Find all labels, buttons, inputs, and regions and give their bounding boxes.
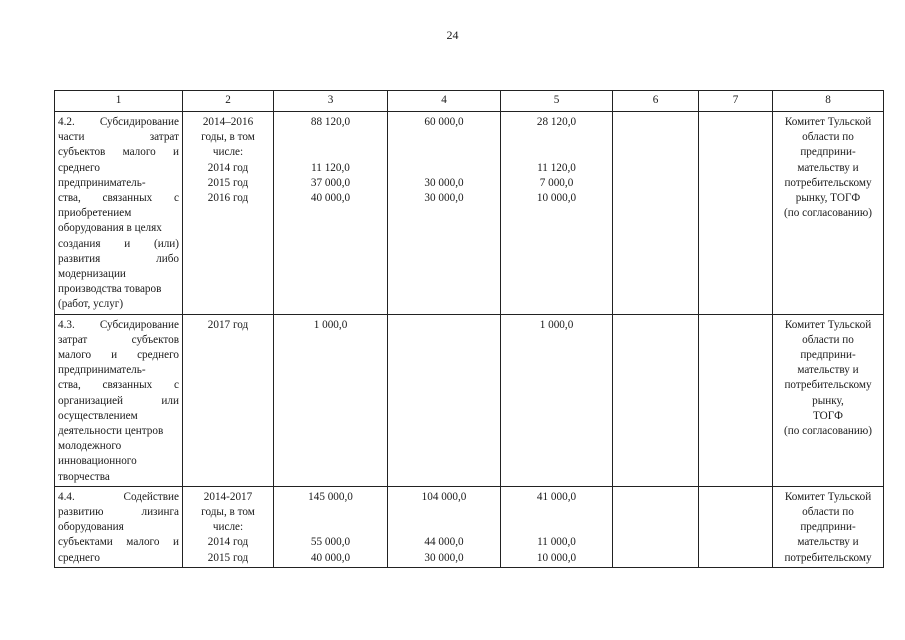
value-line: 104 000,0 bbox=[421, 490, 467, 503]
text-line: 4.4. Содействие bbox=[58, 490, 179, 503]
header-cell-7: 7 bbox=[699, 91, 773, 112]
value-line: 40 000,0 bbox=[310, 192, 351, 205]
text-line: годы, в том bbox=[201, 506, 255, 519]
empty-cell-6 bbox=[613, 314, 699, 486]
period-cell bbox=[183, 112, 274, 315]
amount-federal-cell bbox=[388, 112, 501, 315]
text-line: модернизации bbox=[58, 268, 126, 281]
amount-federal-cell bbox=[388, 314, 501, 486]
text-line: молодежного bbox=[58, 440, 122, 453]
text-line: организацией или bbox=[58, 394, 179, 407]
value-line: 41 000,0 bbox=[536, 490, 577, 503]
measure-name-cell bbox=[55, 486, 183, 567]
text-line: затрат субъектов bbox=[58, 333, 179, 346]
header-cell-2: 2 bbox=[183, 91, 274, 112]
text-line: Комитет Тульской bbox=[784, 318, 872, 331]
text-line: 2014 год bbox=[207, 536, 249, 549]
text-line: субъектов малого и bbox=[58, 146, 179, 159]
text-line: потребительскому bbox=[784, 176, 872, 189]
text-line: ства, связанных с bbox=[58, 379, 179, 392]
text-line: мательству и bbox=[797, 364, 859, 377]
text-line: 2014–2016 bbox=[202, 116, 254, 128]
value-line bbox=[391, 130, 497, 145]
header-cell-1: 1 bbox=[55, 91, 183, 112]
value-line: 1 000,0 bbox=[539, 318, 574, 331]
page-number: 24 bbox=[446, 28, 459, 42]
empty-cell-7 bbox=[699, 112, 773, 315]
text-line: рынку, ТОГФ bbox=[795, 192, 861, 205]
amount-federal-cell bbox=[388, 486, 501, 567]
amount-total-cell bbox=[274, 486, 388, 567]
amount-regional-cell bbox=[501, 486, 613, 567]
value-line: 30 000,0 bbox=[424, 176, 464, 189]
text-line: (по согласованию) bbox=[784, 425, 872, 438]
value-line bbox=[277, 505, 384, 520]
amount-total-cell bbox=[274, 314, 388, 486]
text-line: малого и среднего bbox=[58, 349, 179, 362]
value-line: 37 000,0 bbox=[310, 176, 351, 189]
empty-cell-7 bbox=[699, 486, 773, 567]
text-line: Комитет Тульской bbox=[784, 116, 872, 128]
text-line: предприниматель- bbox=[58, 176, 146, 189]
text-line: 2015 год bbox=[207, 176, 249, 189]
value-line bbox=[504, 130, 609, 145]
value-line bbox=[504, 145, 609, 160]
text-line: 2014 год bbox=[207, 161, 249, 174]
text-line: области по bbox=[802, 506, 854, 519]
measure-name-cell bbox=[55, 314, 183, 486]
value-line: 40 000,0 bbox=[310, 551, 351, 564]
value-line: 10 000,0 bbox=[536, 192, 577, 205]
text-line: деятельности центров bbox=[58, 425, 164, 438]
text-line: 4.2. Субсидирование bbox=[58, 116, 179, 128]
text-line: приобретением bbox=[58, 207, 132, 220]
value-line: 44 000,0 bbox=[424, 536, 464, 549]
value-line bbox=[277, 145, 384, 160]
header-row bbox=[55, 91, 884, 112]
value-line: 145 000,0 bbox=[308, 490, 353, 503]
text-line: рынку, bbox=[812, 394, 844, 407]
value-line bbox=[391, 161, 497, 176]
period-cell bbox=[183, 486, 274, 567]
table-row bbox=[55, 314, 884, 486]
text-line: части затрат bbox=[58, 131, 179, 144]
text-line: потребительскому bbox=[784, 551, 872, 564]
value-line: 10 000,0 bbox=[536, 551, 577, 564]
text-line: годы, в том bbox=[201, 131, 255, 144]
value-line: 30 000,0 bbox=[424, 551, 464, 564]
text-line: субъектами малого и bbox=[58, 536, 179, 549]
text-line: области по bbox=[802, 333, 854, 346]
text-line: ТОГФ bbox=[812, 409, 844, 422]
text-line: мательству и bbox=[797, 536, 859, 549]
text-line: предприниматель- bbox=[58, 364, 146, 377]
table-row bbox=[55, 112, 884, 315]
text-line: мательству и bbox=[797, 161, 859, 174]
value-line: 11 120,0 bbox=[537, 161, 576, 174]
text-line: 4.3. Субсидирование bbox=[58, 318, 179, 331]
amount-regional-cell bbox=[501, 314, 613, 486]
text-line: осуществлением bbox=[58, 409, 138, 422]
header-cell-6: 6 bbox=[613, 91, 699, 112]
period-cell bbox=[183, 314, 274, 486]
text-line: производства товаров bbox=[58, 283, 162, 296]
header-cell-3: 3 bbox=[274, 91, 388, 112]
text-line: области по bbox=[802, 131, 854, 144]
measure-name-cell bbox=[55, 112, 183, 315]
value-line bbox=[277, 520, 384, 535]
text-line: (работ, услуг) bbox=[58, 298, 124, 311]
value-line: 11 000,0 bbox=[537, 536, 576, 549]
value-line: 88 120,0 bbox=[310, 116, 351, 128]
value-line bbox=[391, 505, 497, 520]
text-line: развития либо bbox=[58, 252, 179, 265]
text-line: (по согласованию) bbox=[784, 207, 872, 220]
amount-total-cell bbox=[274, 112, 388, 315]
value-line: 60 000,0 bbox=[424, 116, 464, 128]
value-line: 28 120,0 bbox=[536, 116, 577, 128]
value-line: 11 120,0 bbox=[311, 161, 350, 174]
text-line: Комитет Тульской bbox=[784, 490, 872, 503]
responsible-cell bbox=[773, 314, 884, 486]
responsible-cell bbox=[773, 112, 884, 315]
text-line: ства, связанных с bbox=[58, 192, 179, 205]
text-line: среднего bbox=[58, 551, 100, 564]
value-line: 1 000,0 bbox=[313, 318, 348, 331]
text-line: создания и (или) bbox=[58, 237, 179, 250]
responsible-cell bbox=[773, 486, 884, 567]
header-cell-4: 4 bbox=[388, 91, 501, 112]
measures-table bbox=[54, 90, 884, 568]
header-cell-8: 8 bbox=[773, 91, 884, 112]
text-line: творчества bbox=[58, 470, 110, 483]
text-line: потребительскому bbox=[784, 379, 872, 392]
text-line: 2016 год bbox=[207, 192, 249, 205]
value-line bbox=[277, 130, 384, 145]
text-line: предприни- bbox=[800, 146, 856, 159]
value-line: 55 000,0 bbox=[310, 536, 351, 549]
text-line: оборудования в целях bbox=[58, 222, 162, 235]
value-line: 30 000,0 bbox=[424, 192, 464, 205]
text-line: 2014-2017 bbox=[203, 490, 253, 503]
value-line bbox=[391, 145, 497, 160]
text-line: оборудования bbox=[58, 521, 124, 534]
value-line bbox=[391, 520, 497, 535]
text-line: среднего bbox=[58, 161, 100, 174]
empty-cell-6 bbox=[613, 486, 699, 567]
text-line: инновационного bbox=[58, 455, 137, 468]
text-line: 2017 год bbox=[207, 318, 249, 331]
value-line bbox=[504, 520, 609, 535]
text-line: 2015 год bbox=[207, 551, 249, 564]
text-line: предприни- bbox=[800, 521, 856, 534]
table-row bbox=[55, 486, 884, 567]
text-line: числе: bbox=[212, 146, 244, 159]
header-cell-5: 5 bbox=[501, 91, 613, 112]
empty-cell-7 bbox=[699, 314, 773, 486]
value-line: 7 000,0 bbox=[539, 176, 574, 189]
amount-regional-cell bbox=[501, 112, 613, 315]
text-line: числе: bbox=[212, 521, 244, 534]
empty-cell-6 bbox=[613, 112, 699, 315]
text-line: развитию лизинга bbox=[58, 506, 179, 519]
value-line bbox=[504, 505, 609, 520]
text-line: предприни- bbox=[800, 349, 856, 362]
